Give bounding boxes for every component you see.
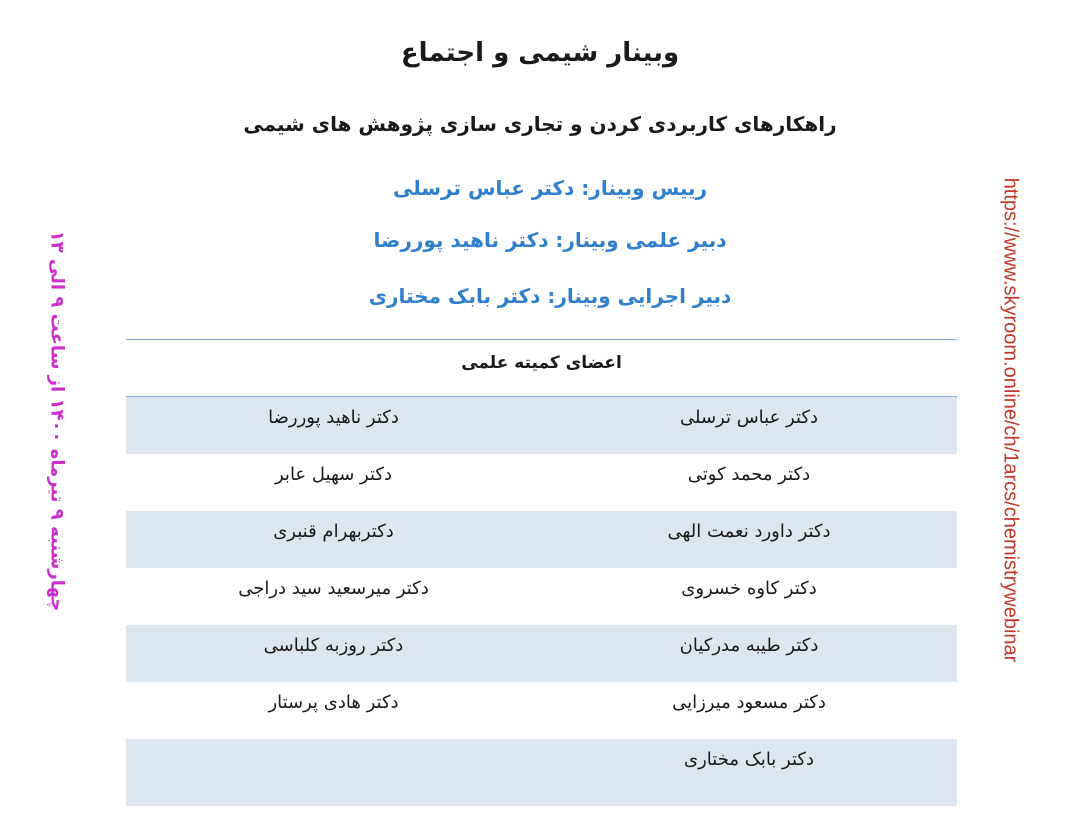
table-row xyxy=(126,625,957,682)
committee-header: اعضای کمیته علمی xyxy=(126,340,957,397)
member-name: دکتر طیبه مدرکیان xyxy=(679,635,819,656)
event-date-vertical: چهارشنبه ۹ تیرماه ۱۴۰۰ از ساعت ۹ الی ۱۳ xyxy=(46,230,68,612)
member-name: دکتر عباس ترسلی xyxy=(679,407,818,428)
page-title: وبینار شیمی و اجتماع xyxy=(400,38,680,68)
chair-line: رییس وبینار: دکتر عباس ترسلی xyxy=(392,176,708,200)
member-name: دکتر بابک مختاری xyxy=(684,749,814,770)
member-name: دکتر هادی پرستار xyxy=(268,692,399,713)
table-row xyxy=(126,397,957,454)
table-row xyxy=(126,511,957,568)
member-name: دکتر روزبه کلباسی xyxy=(263,635,404,656)
scientific-secretary-line: دبیر علمی وبینار: دکتر ناهید پوررضا xyxy=(373,228,727,252)
member-name: دکتر محمد کوتی xyxy=(687,464,811,485)
member-name: دکتر میرسعید سید دراجی xyxy=(238,578,429,599)
table-row xyxy=(126,454,957,511)
member-name: دکتر ناهید پوررضا xyxy=(268,407,399,428)
member-name: دکتر کاوه خسروی xyxy=(681,578,817,599)
member-name: دکتربهرام قنبری xyxy=(273,521,394,542)
table-row xyxy=(126,568,957,625)
webinar-url-vertical: https://www.skyroom.online/ch/1arcs/chemistrywebinar xyxy=(999,177,1022,663)
committee-table xyxy=(126,339,957,807)
table-row xyxy=(126,739,957,806)
table-row xyxy=(126,682,957,739)
executive-secretary-line: دبیر اجرایی وبینار: دکتر بابک مختاری xyxy=(368,284,732,308)
member-name: دکتر مسعود میرزایی xyxy=(672,692,826,713)
member-name: دکتر داورد نعمت الهی xyxy=(667,521,831,542)
member-name: دکتر سهیل عابر xyxy=(275,464,392,485)
page-subtitle: راهکارهای کاربردی کردن و تجاری سازی پژوهش های شیمی xyxy=(243,112,837,136)
